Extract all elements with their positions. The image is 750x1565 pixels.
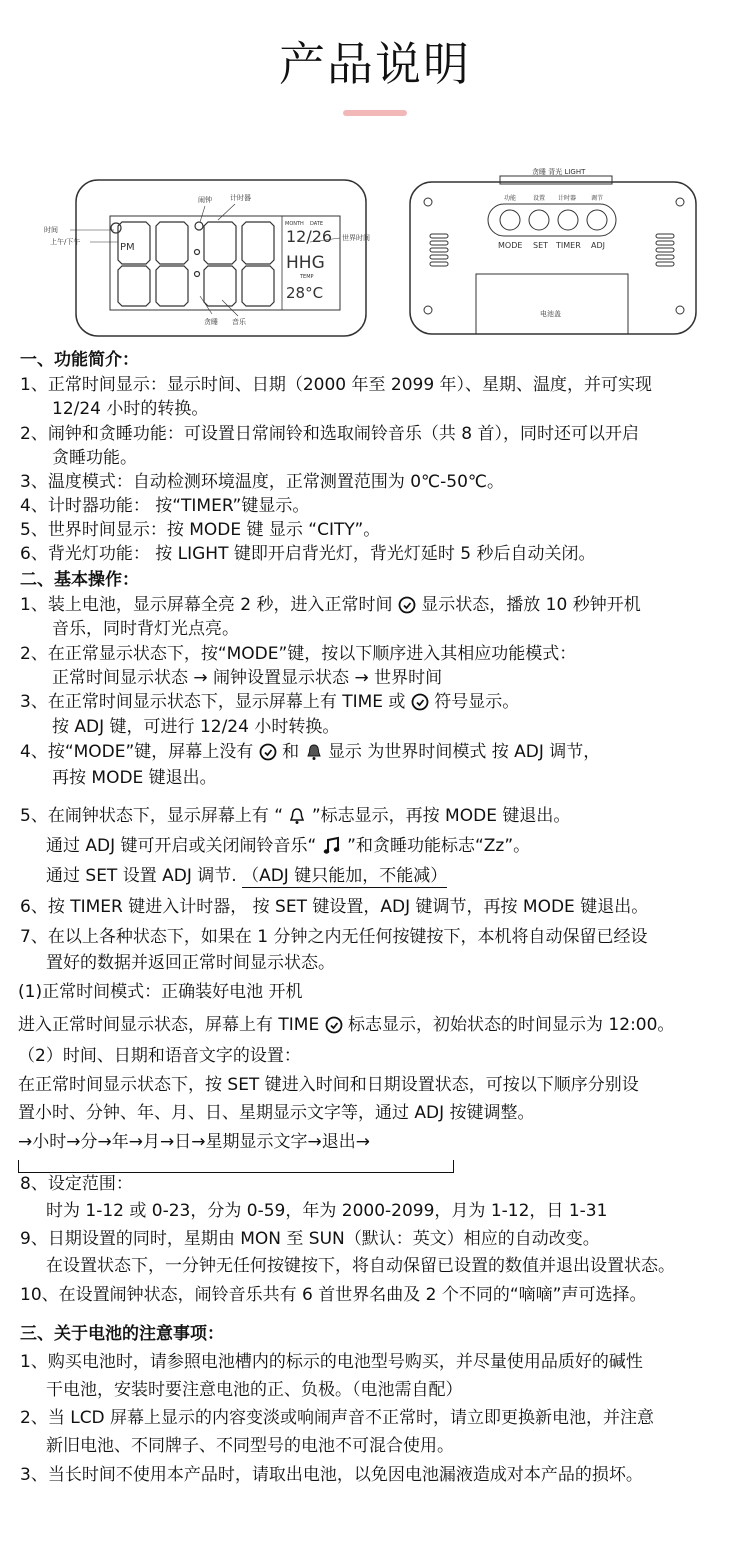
title-underline — [343, 110, 407, 116]
front-label-temp-tag: TEMP — [300, 274, 314, 280]
back-label-adj-cn: 调节 — [591, 195, 604, 202]
sec2-line: 再按 MODE 键退出。 — [52, 768, 217, 788]
front-callout-time: 时间 — [44, 226, 58, 234]
sec2-line: 在设置状态下，一分钟无任何按键按下，将自动保留已设置的数值并退出设置状态。 — [46, 1256, 675, 1276]
sec2-line — [18, 1013, 674, 1037]
clock-icon — [259, 743, 277, 761]
sec1-item: 2、闹钟和贪睡功能：可设置日常闹铃和选取闹铃音乐（共 8 首），同时还可以开启 — [20, 424, 639, 444]
front-label-day: HHG — [286, 253, 325, 273]
sec1-item: 5、世界时间显示：按 MODE 键 显示 “CITY”。 — [20, 520, 381, 540]
bell-icon — [288, 807, 306, 825]
front-callout-music: 音乐 — [232, 318, 246, 326]
sec1-item: 3、温度模式：自动检测环境温度，正常测置范围为 0℃-50℃。 — [20, 472, 504, 492]
sec2-line: 按 ADJ 键，可进行 12/24 小时转换。 — [52, 717, 340, 737]
text: 通过 SET 设置 ADJ 调节. — [46, 866, 237, 886]
front-label-month: MONTH — [285, 221, 304, 227]
clock-icon — [325, 1016, 343, 1034]
front-callout-alarm: 闹钟 — [198, 196, 212, 204]
sec3-item: 1、购买电池时，请参照电池槽内的标示的电池型号购买，并尽量使用品质好的碱性 — [20, 1352, 643, 1372]
front-label-pm: PM — [120, 242, 135, 253]
sec2-line: 置好的数据并返回正常时间显示状态。 — [46, 953, 335, 973]
bell-icon — [305, 743, 323, 761]
sec2-line — [20, 804, 570, 828]
text: 3、在正常时间显示状态下，显示屏幕上有 TIME 或 — [20, 692, 406, 712]
sec3-item: 新旧电池、不同牌子、不同型号的电池不可混合使用。 — [46, 1436, 454, 1456]
sec2-line: 正常时间显示状态 → 闹钟设置显示状态 → 世界时间 — [52, 668, 443, 688]
clock-icon — [398, 596, 416, 614]
front-label-date-tag: DATE — [310, 221, 324, 227]
text: 显示状态，播放 10 秒钟开机 — [421, 595, 641, 615]
setting-sequence: →小时→分→年→月→日→星期显示文字→退出→ — [18, 1132, 370, 1152]
section3-heading: 三、关于电池的注意事项： — [20, 1324, 224, 1344]
front-callout-ampm: 上午/下午 — [50, 238, 81, 246]
sec2-line — [46, 864, 447, 888]
text: 标志显示，初始状态的时间显示为 12:00。 — [348, 1015, 675, 1035]
page-title: 产品说明 — [279, 37, 471, 91]
sec2-line: （2）时间、日期和语音文字的设置： — [18, 1046, 301, 1066]
text: 符号显示。 — [434, 692, 520, 712]
sec1-item: 4、计时器功能： 按“TIMER”键显示。 — [20, 496, 310, 516]
text: ”标志显示，再按 MODE 键退出。 — [311, 806, 571, 826]
section2-heading: 二、基本操作： — [20, 570, 139, 590]
back-label-adj: ADJ — [591, 241, 605, 250]
text: 显示 为世界时间模式 按 ADJ 调节， — [327, 742, 601, 762]
sec2-line: 6、按 TIMER 键进入计时器， 按 SET 键设置，ADJ 键调节，再按 MODE 键退出。 — [20, 897, 649, 917]
back-label-light: 贪睡 背光 LIGHT — [532, 168, 586, 176]
text: 和 — [282, 742, 300, 762]
sec2-line: 10、在设置闹钟状态，闹铃音乐共有 6 首世界名曲及 2 个不同的“嘀嘀”声可选择。 — [20, 1285, 647, 1305]
sec2-line — [20, 690, 519, 714]
sec2-line: 9、日期设置的同时，星期由 MON 至 SUN（默认：英文）相应的自动改变。 — [20, 1229, 600, 1249]
sec2-line: 2、在正常显示状态下，按“MODE”键，按以下顺序进入其相应功能模式： — [20, 644, 577, 664]
sec1-item: 1、正常时间显示：显示时间、日期（2000 年至 2099 年）、星期、温度，并可实现 — [20, 375, 653, 395]
sec1-item: 6、背光灯功能： 按 LIGHT 键即开启背光灯，背光灯延时 5 秒后自动关闭。 — [20, 544, 596, 564]
back-label-timer: TIMER — [556, 241, 581, 250]
text: 1、装上电池，显示屏幕全亮 2 秒，进入正常时间 — [20, 595, 393, 615]
text: 5、在闹钟状态下，显示屏幕上有 “ — [20, 806, 284, 826]
front-callout-snooze: 贪睡 — [204, 318, 218, 326]
front-label-date: 12/26 — [286, 227, 333, 246]
back-label-battery: 电池盖 — [540, 310, 561, 318]
sec2-line: 8、设定范围： — [20, 1174, 133, 1194]
back-label-mode-cn: 功能 — [504, 195, 517, 202]
sec2-line: (1)正常时间模式：正确装好电池 开机 — [18, 982, 303, 1002]
section1-heading: 一、功能简介： — [20, 350, 139, 370]
clock-icon — [411, 693, 429, 711]
underlined-note: （ADJ 键只能加，不能减） — [242, 866, 448, 886]
back-label-set-cn: 设置 — [533, 195, 546, 202]
clock-front-diagram — [44, 180, 370, 336]
text: 进入正常时间显示状态，屏幕上有 TIME — [18, 1015, 320, 1035]
back-label-mode: MODE — [498, 241, 523, 250]
sec2-line: 置小时、分钟、年、月、日、星期显示文字等，通过 ADJ 按键调整。 — [18, 1103, 535, 1123]
sec1-item: 贪睡功能。 — [52, 448, 137, 468]
back-label-timer-cn: 计时器 — [558, 195, 577, 202]
clock-diagram — [0, 150, 750, 350]
sec2-line: 音乐，同时背灯光点亮。 — [52, 619, 239, 639]
front-label-temp: 28°C — [286, 284, 324, 302]
front-callout-world-time: 世界时间 — [342, 234, 370, 242]
sec2-line: 7、在以上各种状态下，如果在 1 分钟之内无任何按键按下，本机将自动保留已经设 — [20, 927, 648, 947]
clock-back-diagram — [410, 167, 696, 334]
sec2-line — [20, 593, 641, 617]
sec2-line: 时为 1-12 或 0-23，分为 0-59，年为 2000-2099，月为 1-12，日 1-31 — [46, 1201, 608, 1221]
sec3-item: 干电池，安装时要注意电池的正、负极。（电池需自配） — [46, 1380, 463, 1400]
text: ”和贪睡功能标志“Zz”。 — [347, 836, 531, 856]
front-callout-timer: 计时器 — [230, 194, 251, 202]
sec1-item: 12/24 小时的转换。 — [52, 399, 209, 419]
sec2-line — [20, 740, 600, 764]
music-note-icon — [322, 836, 342, 856]
text: 通过 ADJ 键可开启或关闭闹铃音乐“ — [46, 836, 317, 856]
sec3-item: 3、当长时间不使用本产品时，请取出电池，以免因电池漏液造成对本产品的损坏。 — [20, 1465, 643, 1485]
text: 4、按“MODE”键，屏幕上没有 — [20, 742, 254, 762]
sec3-item: 2、当 LCD 屏幕上显示的内容变淡或响闹声音不正常时，请立即更换新电池，并注意 — [20, 1408, 655, 1428]
sec2-line: 在正常时间显示状态下，按 SET 键进入时间和日期设置状态，可按以下顺序分别设 — [18, 1075, 639, 1095]
back-label-set: SET — [533, 241, 549, 250]
sec2-line — [46, 834, 530, 858]
